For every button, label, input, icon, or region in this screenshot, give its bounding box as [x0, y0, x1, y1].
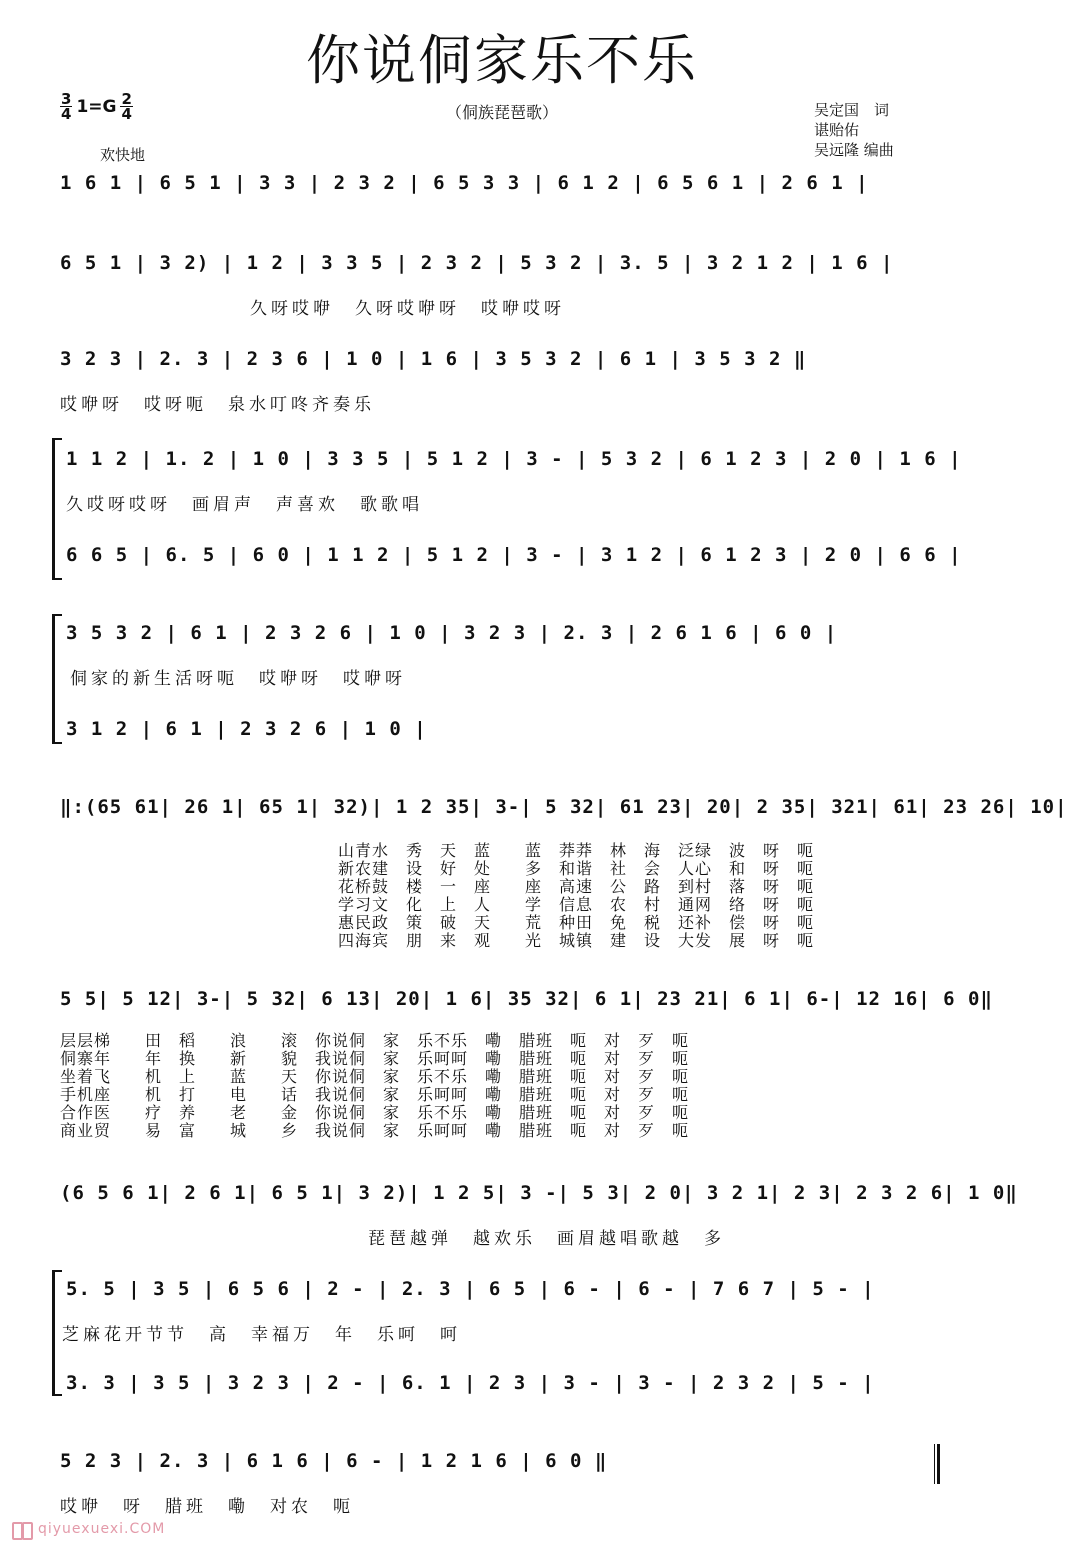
watermark — [10, 1520, 165, 1538]
staff-line-11: 5. 5 | 3 5 | 6 5 6 | 2 - | 2. 3 | 6 5 | 6 - | 6 - | 7 6 7 | 5 - | — [66, 1278, 875, 1300]
time-top-2: 2 — [121, 90, 132, 108]
verse-block-a — [338, 842, 938, 950]
staff-line-12: 3. 3 | 3 5 | 3 2 3 | 2 - | 6. 1 | 2 3 | 3 - | 3 - | 2 3 2 | 5 - | — [66, 1372, 875, 1394]
verse-a-1: 山青水 秀 天 蓝 蓝 莽莽 林 海 泛绿 波 呀 呃 — [338, 841, 815, 860]
final-barline — [934, 1444, 940, 1484]
credit-arranger: 吴远隆 编曲 — [814, 141, 894, 159]
verse-b-4: 手机座 机 打 电 话 我说侗 家 乐呵呵 嘞 腊班 呃 对 歹 呃 — [60, 1085, 690, 1104]
verse-a-3: 花桥鼓 楼 一 座 座 高速 公 路 到村 落 呀 呃 — [338, 877, 815, 896]
verse-a-2: 新农建 设 好 处 多 和谐 社 会 人心 和 呀 呃 — [338, 859, 815, 878]
time-signature-1 — [60, 92, 72, 121]
verse-b-3: 坐着飞 机 上 蓝 天 你说侗 家 乐不乐 嘞 腊班 呃 对 歹 呃 — [60, 1067, 690, 1086]
credit-co-lyricist: 谌贻佑 — [814, 121, 860, 139]
page-title: 你说侗家乐不乐 — [306, 29, 698, 92]
verse-a-4: 学习文 化 上 人 学 信息 农 村 通网 络 呀 呃 — [338, 895, 815, 914]
verse-b-5: 合作医 疗 养 老 金 你说侗 家 乐不乐 嘞 腊班 呃 对 歹 呃 — [60, 1103, 690, 1122]
staff-line-9: 5 5| 5 12| 3-| 5 32| 6 13| 20| 1 6| 35 32| 6 1| 23 21| 6 1| 6-| 12 16| 6 0‖ — [60, 988, 993, 1010]
lyric-line-4: 久哎呀哎呀 画眉声 声喜欢 歌歌唱 — [66, 495, 423, 515]
lyric-line-2: 久呀哎咿 久呀哎咿呀 哎咿哎呀 — [250, 299, 565, 319]
lyric-line-13: 哎咿 呀 腊班 嘞 对农 呃 — [60, 1497, 354, 1517]
staff-line-10: (6 5 6 1| 2 6 1| 6 5 1| 3 2)| 1 2 5| 3 -| 5 3| 2 0| 3 2 1| 2 3| 2 3 2 6| 1 0‖ — [60, 1182, 1018, 1204]
staff-line-3: 3 2 3 | 2. 3 | 2 3 6 | 1 0 | 1 6 | 3 5 3 2 | 6 1 | 3 5 3 2 ‖ — [60, 348, 807, 370]
credits — [814, 100, 994, 160]
system-brace-1 — [52, 438, 62, 580]
staff-line-13: 5 2 3 | 2. 3 | 6 1 6 | 6 - | 1 2 1 6 | 6 0 ‖ — [60, 1450, 608, 1472]
time-signature-2 — [120, 92, 132, 121]
time-bottom-2: 4 — [121, 105, 132, 123]
lyric-line-10: 琵琶越弹 越欢乐 画眉越唱歌越 多 — [368, 1229, 725, 1249]
verse-b-1: 层层梯 田 稻 浪 滚 你说侗 家 乐不乐 嘞 腊班 呃 对 歹 呃 — [60, 1031, 690, 1050]
staff-line-8: ‖:(65 61| 26 1| 65 1| 32)| 1 2 35| 3-| 5 32| 61 23| 20| 2 35| 321| 61| 23 26| 10| — [60, 796, 1068, 818]
staff-line-6: 3 5 3 2 | 6 1 | 2 3 2 6 | 1 0 | 3 2 3 | 2. 3 | 2 6 1 6 | 6 0 | — [66, 622, 838, 644]
staff-line-1: 1 6 1 | 6 5 1 | 3 3 | 2 3 2 | 6 5 3 3 | 6 1 2 | 6 5 6 1 | 2 6 1 | — [60, 172, 869, 194]
system-brace-2 — [52, 614, 62, 744]
tempo-marking: 欢快地 — [100, 146, 146, 164]
staff-line-4: 1 1 2 | 1. 2 | 1 0 | 3 3 5 | 5 1 2 | 3 - | 5 3 2 | 6 1 2 3 | 2 0 | 1 6 | — [66, 448, 962, 470]
time-bottom-1: 4 — [61, 105, 72, 123]
lyric-line-3: 哎咿呀 哎呀呃 泉水叮咚齐奏乐 — [60, 395, 375, 415]
lyric-line-11: 芝麻花开节节 高 幸福万 年 乐呵 呵 — [62, 1325, 461, 1345]
watermark-text: qiyuexuexi.COM — [38, 1521, 166, 1537]
credit-lyricist: 吴定国 词 — [814, 101, 890, 119]
system-brace-3 — [52, 1270, 62, 1396]
staff-line-2: 6 5 1 | 3 2) | 1 2 | 3 3 5 | 2 3 2 | 5 3 2 | 3. 5 | 3 2 1 2 | 1 6 | — [60, 252, 894, 274]
staff-line-7: 3 1 2 | 6 1 | 2 3 2 6 | 1 0 | — [66, 718, 427, 740]
verse-block-b — [60, 1032, 940, 1140]
subtitle: （侗族琵琶歌） — [445, 103, 558, 122]
time-top-1: 3 — [61, 90, 72, 108]
verse-b-2: 侗寨年 年 换 新 貌 我说侗 家 乐呵呵 嘞 腊班 呃 对 歹 呃 — [60, 1049, 690, 1068]
verse-a-5: 惠民政 策 破 天 荒 种田 免 税 还补 偿 呀 呃 — [338, 913, 815, 932]
music-book-icon — [10, 1520, 32, 1538]
verse-b-6: 商业贸 易 富 城 乡 我说侗 家 乐呵呵 嘞 腊班 呃 对 歹 呃 — [60, 1121, 690, 1140]
staff-line-5: 6 6 5 | 6. 5 | 6 0 | 1 1 2 | 5 1 2 | 3 - | 3 1 2 | 6 1 2 3 | 2 0 | 6 6 | — [66, 544, 962, 566]
lyric-line-6: 侗家的新生活呀呃 哎咿呀 哎咿呀 — [70, 669, 406, 689]
key-signature: 1=G — [76, 96, 117, 117]
verse-a-6: 四海宾 朋 来 观 光 城镇 建 设 大发 展 呀 呃 — [338, 931, 815, 950]
meter-key — [60, 92, 133, 121]
